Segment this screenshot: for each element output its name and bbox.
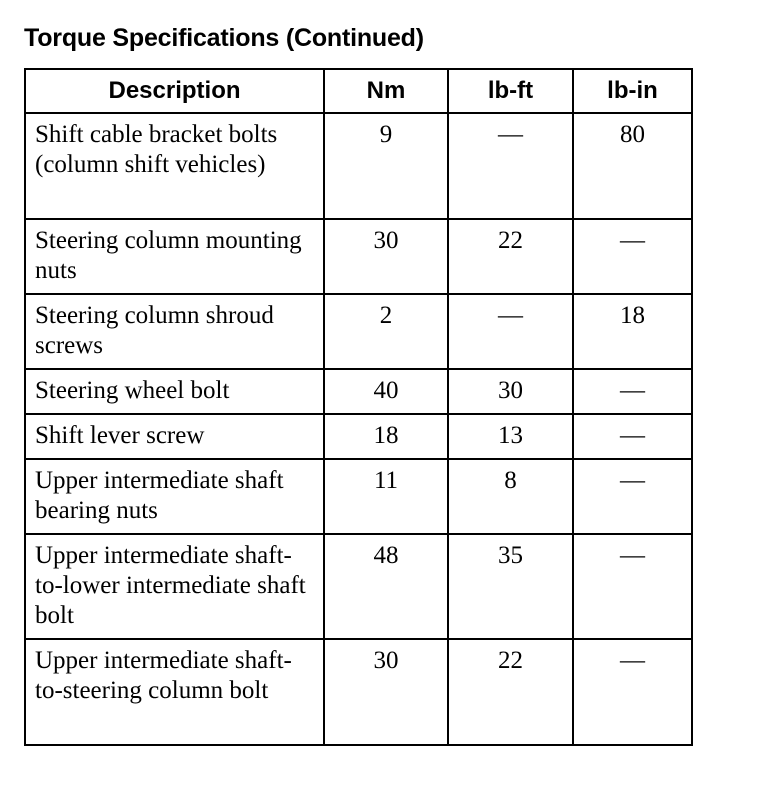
nm-cell: 11: [324, 459, 448, 534]
lbin-cell: —: [573, 639, 692, 745]
lbin-cell: —: [573, 459, 692, 534]
page-title: Torque Specifications (Continued): [24, 24, 424, 52]
lbft-cell: 35: [448, 534, 573, 639]
column-header-nm: Nm: [324, 69, 448, 113]
table-row: [25, 219, 692, 294]
nm-cell: 30: [324, 219, 448, 294]
description-cell: Shift lever screw: [25, 414, 324, 459]
lbft-cell: 8: [448, 459, 573, 534]
table-row: [25, 414, 692, 459]
nm-cell: 48: [324, 534, 448, 639]
table-row: [25, 113, 692, 219]
lbft-cell: 22: [448, 639, 573, 745]
lbft-cell: 30: [448, 369, 573, 414]
lbft-cell: 13: [448, 414, 573, 459]
description-cell: Steering column shroud screws: [25, 294, 324, 369]
table-row: [25, 369, 692, 414]
lbft-cell: 22: [448, 219, 573, 294]
table-row: [25, 639, 692, 745]
nm-cell: 30: [324, 639, 448, 745]
table-row: [25, 294, 692, 369]
lbin-cell: —: [573, 369, 692, 414]
column-header-lbin: lb-in: [573, 69, 692, 113]
description-cell: Steering wheel bolt: [25, 369, 324, 414]
description-cell: Upper intermediate shaft-to-steering column bolt: [25, 639, 324, 745]
column-header-description: Description: [25, 69, 324, 113]
table-row: [25, 534, 692, 639]
lbft-cell: —: [448, 294, 573, 369]
description-cell: Upper intermediate shaft bearing nuts: [25, 459, 324, 534]
torque-specifications-table: [24, 68, 693, 746]
lbin-cell: 18: [573, 294, 692, 369]
nm-cell: 40: [324, 369, 448, 414]
lbin-cell: —: [573, 534, 692, 639]
table-header-row: [25, 69, 692, 113]
table-row: [25, 459, 692, 534]
description-cell: Upper intermediate shaft-to-lower intermediate shaft bolt: [25, 534, 324, 639]
column-header-lbft: lb-ft: [448, 69, 573, 113]
nm-cell: 2: [324, 294, 448, 369]
description-cell: Shift cable bracket bolts (column shift vehicles): [25, 113, 324, 219]
lbin-cell: —: [573, 219, 692, 294]
lbin-cell: 80: [573, 113, 692, 219]
nm-cell: 18: [324, 414, 448, 459]
description-cell: Steering column mounting nuts: [25, 219, 324, 294]
lbft-cell: —: [448, 113, 573, 219]
lbin-cell: —: [573, 414, 692, 459]
nm-cell: 9: [324, 113, 448, 219]
